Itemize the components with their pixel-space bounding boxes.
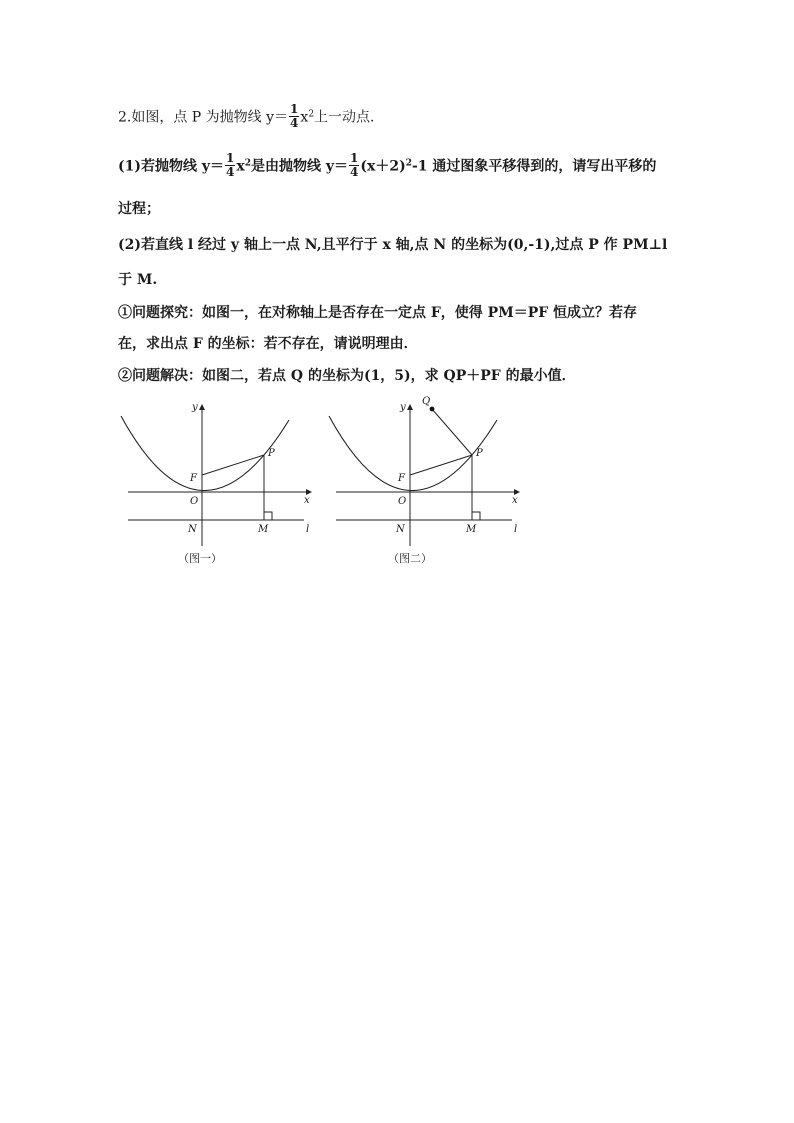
label-l: l: [514, 524, 518, 535]
right-angle-mark: [472, 512, 480, 520]
figure-one: [118, 398, 318, 565]
label-F: F: [398, 473, 405, 484]
label-P: P: [476, 448, 483, 459]
question-2-line2: 于 M.: [118, 272, 158, 288]
figure-one-caption: （图一）: [178, 552, 222, 565]
segment-QP: [432, 409, 472, 455]
label-O: O: [190, 496, 199, 507]
point-Q-dot: [430, 407, 435, 412]
label-M: M: [258, 524, 269, 535]
y-axis-arrow: [407, 404, 413, 410]
label-y: y: [192, 402, 198, 413]
label-F: F: [190, 473, 197, 484]
intro-text-a: 2.如图，点 P 为抛物线 y＝: [118, 109, 289, 126]
subquestion-1: ①问题探究：如图一，在对称轴上是否存在一定点 F，使得 PM＝PF 恒成立？若存: [118, 305, 638, 321]
label-x: x: [304, 495, 310, 506]
question-1: (1)若抛物线 y＝ $\frac{1}{4}$ $x^2$是由抛物线 y＝ $\frac{1}{4}$ $(x+2)^2-1$ 通过图象平移得到的，请写出平移的: [118, 151, 657, 179]
y-axis-arrow: [199, 404, 205, 410]
fraction-quarter-3: $\frac{1}{4}$: [350, 151, 359, 179]
label-N: N: [188, 524, 197, 535]
label-x: x: [512, 495, 518, 506]
fraction-quarter: $\frac{1}{4}$: [290, 102, 299, 130]
label-P: P: [268, 448, 275, 459]
question-1-line2: 过程；: [118, 201, 160, 217]
label-M: M: [466, 524, 477, 535]
question-2: (2)若直线 l 经过 y 轴上一点 N,且平行于 x 轴,点 N 的坐标为(0,-1),过点 P 作 PM⊥l: [118, 237, 668, 253]
figure-two-caption: （图二）: [388, 552, 432, 565]
problem-intro: 2.如图，点 P 为抛物线 y＝ $\frac{1}{4}$ $x^2$上一动点．: [118, 102, 385, 130]
subquestion-2: ②问题解决：如图二，若点 Q 的坐标为(1，5)，求 QP＋PF 的最小值．: [118, 368, 576, 384]
label-Q: Q: [422, 396, 431, 407]
label-l: l: [306, 524, 310, 535]
label-N: N: [396, 524, 405, 535]
right-angle-mark: [264, 512, 272, 520]
subquestion-1-line2: 在，求出点 F 的坐标：若不存在，请说明理由．: [118, 336, 418, 352]
intro-text-c: 上一动点．: [314, 109, 385, 126]
fraction-quarter-2: $\frac{1}{4}$: [226, 151, 235, 179]
figure-two-graph: [326, 398, 526, 548]
label-O: O: [398, 496, 407, 507]
figure-two: [326, 396, 526, 565]
figure-one-graph: [118, 398, 318, 548]
label-y: y: [400, 402, 406, 413]
